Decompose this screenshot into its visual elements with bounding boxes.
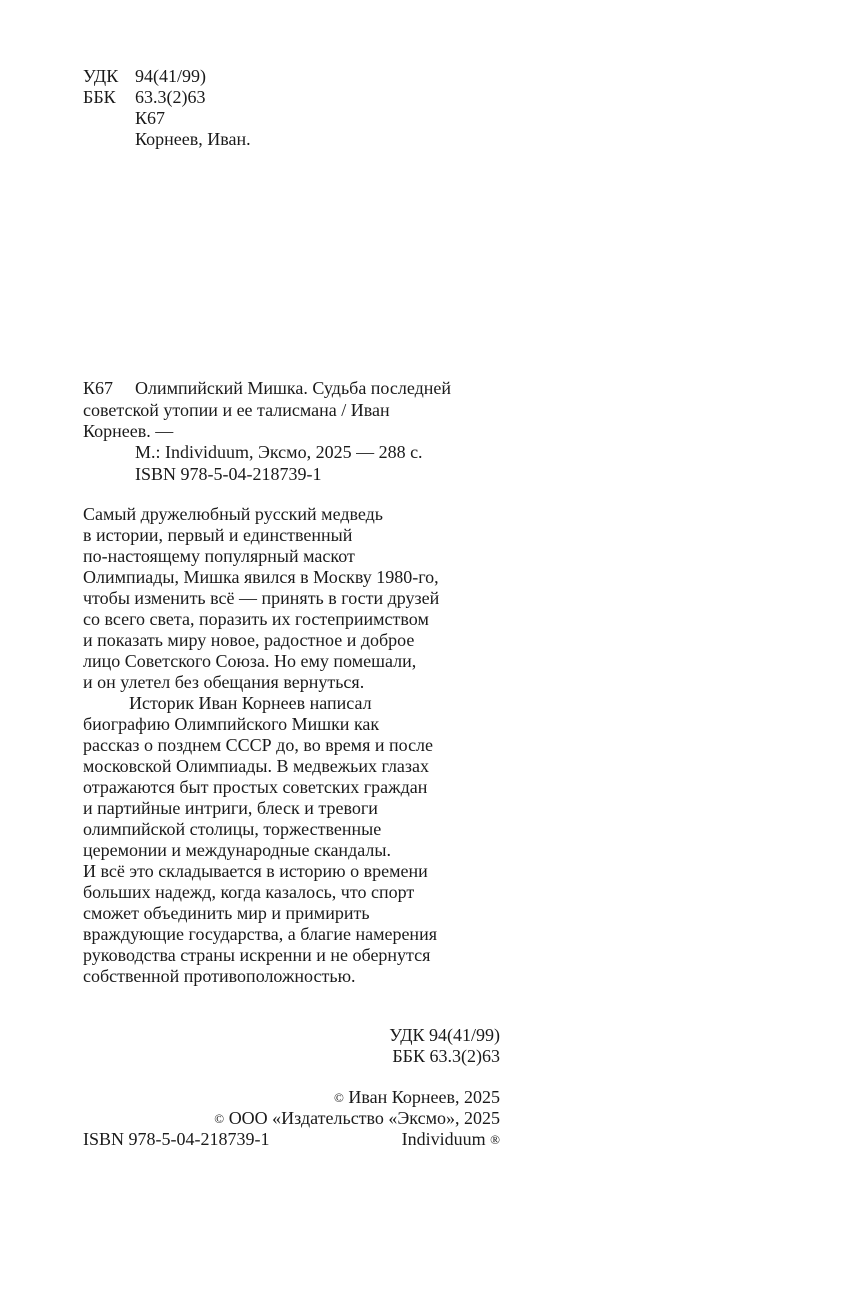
author-mark: К67	[135, 108, 166, 128]
copyright-author	[334, 1087, 500, 1108]
annotation-line: и он улетел без обещания вернуться.	[83, 672, 365, 692]
bib-title-line-2: советской утопии и ее талисмана / Иван	[83, 400, 390, 420]
annotation-line: московской Олимпиады. В медвежьих глазах	[83, 756, 430, 776]
annotation-line: и показать миру новое, радостное и доброе	[83, 630, 415, 650]
bib-title-line-3: Корнеев. —	[83, 421, 174, 441]
bib-title-line-1	[83, 378, 451, 399]
footer-udk: УДК 94(41/99)	[389, 1025, 500, 1045]
imprint-brand-name: Individuum	[401, 1129, 486, 1149]
annotation-line: олимпийской столицы, торжественные	[83, 819, 382, 839]
annotation-line: Историк Иван Корнеев написал	[129, 693, 372, 713]
annotation-line: отражаются быт простых советских граждан	[83, 777, 428, 797]
annotation-line: лицо Советского Союза. Но ему помешали,	[83, 651, 417, 671]
imprint-brand	[402, 1129, 500, 1150]
udk-label: УДК	[83, 66, 119, 86]
udk-value: 94(41/99)	[135, 66, 206, 86]
footer-bbk: ББК 63.3(2)63	[392, 1046, 500, 1066]
copyright-isbn: ISBN 978-5-04-218739-1	[83, 1129, 270, 1149]
annotation-line: чтобы изменить всё — принять в гости друзей	[83, 588, 440, 608]
annotation-line: сможет объединить мир и примирить	[83, 903, 370, 923]
copyright-publisher	[214, 1108, 500, 1129]
annotation-line: по-настоящему популярный маскот	[83, 546, 355, 566]
annotation-line: и партийные интриги, блеск и тревоги	[83, 798, 378, 818]
annotation-line: биографию Олимпийского Мишки как	[83, 714, 380, 734]
bbk-value: 63.3(2)63	[135, 87, 206, 107]
annotation-line: со всего света, поразить их гостеприимством	[83, 609, 429, 629]
author-name: Корнеев, Иван.	[135, 129, 251, 149]
copyright-publisher-text: ООО «Издательство «Эксмо», 2025	[228, 1108, 500, 1128]
copyright-author-text: Иван Корнеев, 2025	[348, 1087, 500, 1107]
copyright-symbol: ©	[334, 1090, 344, 1105]
bib-isbn: ISBN 978-5-04-218739-1	[135, 464, 322, 484]
annotation-line: Олимпиады, Мишка явился в Москву 1980-го,	[83, 567, 439, 587]
bib-imprint: М.: Individuum, Эксмо, 2025 — 288 с.	[135, 442, 423, 462]
annotation-line: Самый дружелюбный русский медведь	[83, 504, 383, 524]
annotation-line: И всё это складывается в историю о времени	[83, 861, 428, 881]
udk-line	[83, 66, 206, 87]
registered-symbol: ®	[490, 1132, 500, 1147]
annotation	[83, 504, 439, 987]
annotation-line: рассказ о позднем СССР до, во время и после	[83, 735, 434, 755]
annotation-line: собственной противоположностью.	[83, 966, 356, 986]
annotation-line: больших надежд, когда казалось, что спорт	[83, 882, 415, 902]
bbk-label: ББК	[83, 87, 116, 107]
annotation-line: руководства страны искренни и не обернутся	[83, 945, 431, 965]
annotation-line: в истории, первый и единственный	[83, 525, 353, 545]
annotation-line: враждующие государства, а благие намерения	[83, 924, 437, 944]
bib-mark: К67	[83, 378, 114, 398]
bbk-line	[83, 87, 206, 108]
copyright-symbol: ©	[214, 1111, 225, 1126]
annotation-line: церемонии и международные скандалы.	[83, 840, 391, 860]
bib-title-1: Олимпийский Мишка. Судьба последней	[135, 378, 452, 398]
